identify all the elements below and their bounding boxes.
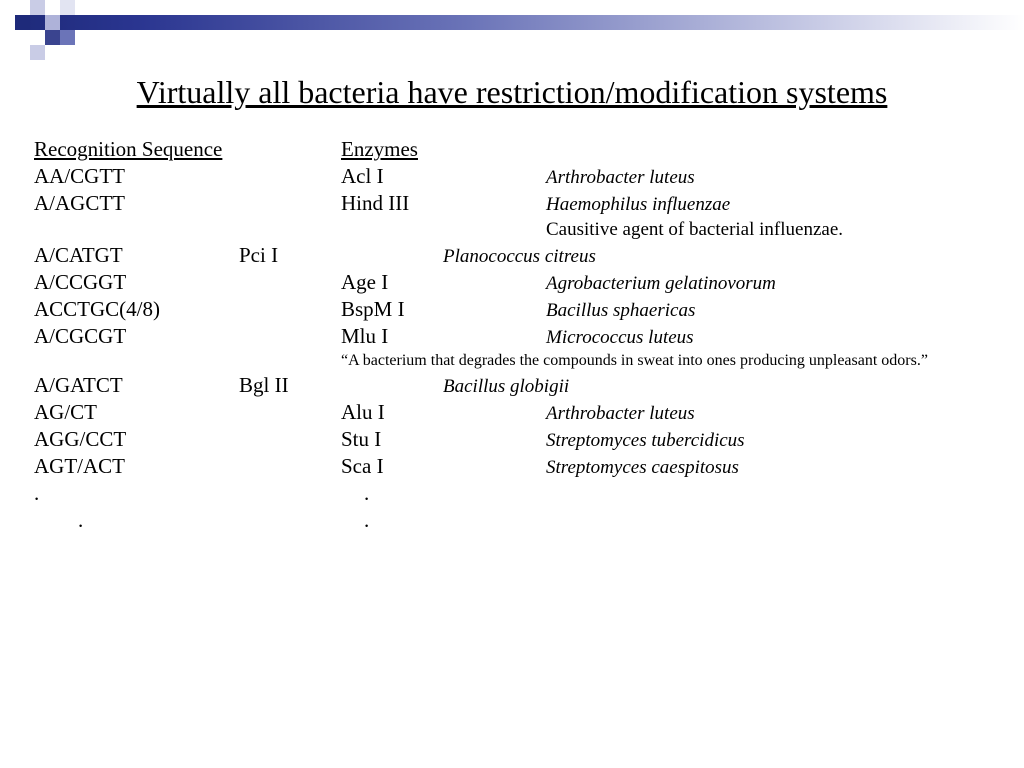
organism-quote-note: “A bacterium that degrades the compounds in sweat into ones producing unpleasant odors.” <box>341 352 928 369</box>
organism-cell: Arthrobacter luteus <box>546 167 695 188</box>
enzyme-cell: Age I <box>341 270 389 294</box>
organism-cell: Micrococcus luteus <box>546 327 694 348</box>
slide-title: Virtually all bacteria have restriction/modification systems <box>136 74 888 110</box>
sequence-cell: AA/CGTT <box>34 164 125 188</box>
banner-square-dark <box>15 15 30 30</box>
enzyme-cell: Hind III <box>341 191 410 215</box>
organism-cell: Arthrobacter luteus <box>546 403 695 424</box>
enzyme-cell: BspM I <box>341 297 405 321</box>
sequence-cell: AGT/ACT <box>34 454 125 478</box>
header-enzymes: Enzymes <box>341 137 418 161</box>
sequence-cell: A/CATGT <box>34 243 123 267</box>
banner-square-light <box>60 0 75 15</box>
organism-cell: Bacillus sphaericas <box>546 300 696 321</box>
organism-cell: Planococcus citreus <box>443 246 596 267</box>
organism-cell: Haemophilus influenzae <box>546 194 731 215</box>
sequence-cell: A/CCGGT <box>34 270 127 294</box>
banner-square-dark <box>45 30 60 45</box>
organism-cell: Streptomyces caespitosus <box>546 457 739 478</box>
enzyme-cell: Stu I <box>341 427 382 451</box>
continuation-dot: . <box>364 481 370 505</box>
organism-cell: Bacillus globigii <box>443 376 570 397</box>
sequence-cell: ACCTGC(4/8) <box>34 297 160 321</box>
organism-cell: Agrobacterium gelatinovorum <box>546 273 776 294</box>
sequence-cell: A/CGCGT <box>34 324 127 348</box>
sequence-cell: AGG/CCT <box>34 427 127 451</box>
sequence-cell: A/GATCT <box>34 373 123 397</box>
sequence-cell: A/AGCTT <box>34 191 125 215</box>
banner-square-light <box>30 0 45 15</box>
enzyme-cell: Mlu I <box>341 324 389 348</box>
enzyme-cell: Alu I <box>341 400 385 424</box>
continuation-dot: . <box>78 508 84 532</box>
organism-note: Causitive agent of bacterial influenzae. <box>546 219 844 240</box>
continuation-dot: . <box>364 508 370 532</box>
banner-square-dark <box>60 30 75 45</box>
banner-square-light <box>30 45 45 60</box>
header-banner <box>16 15 1024 30</box>
header-recognition-sequence: Recognition Sequence <box>34 137 223 161</box>
organism-cell: Streptomyces tubercidicus <box>546 430 745 451</box>
banner-square-light <box>45 15 60 30</box>
enzyme-cell: Acl I <box>341 164 384 188</box>
enzyme-cell: Pci I <box>239 243 279 267</box>
enzyme-cell: Bgl II <box>239 373 289 397</box>
continuation-dot: . <box>34 481 40 505</box>
enzyme-cell: Sca I <box>341 454 384 478</box>
sequence-cell: AG/CT <box>34 400 97 424</box>
